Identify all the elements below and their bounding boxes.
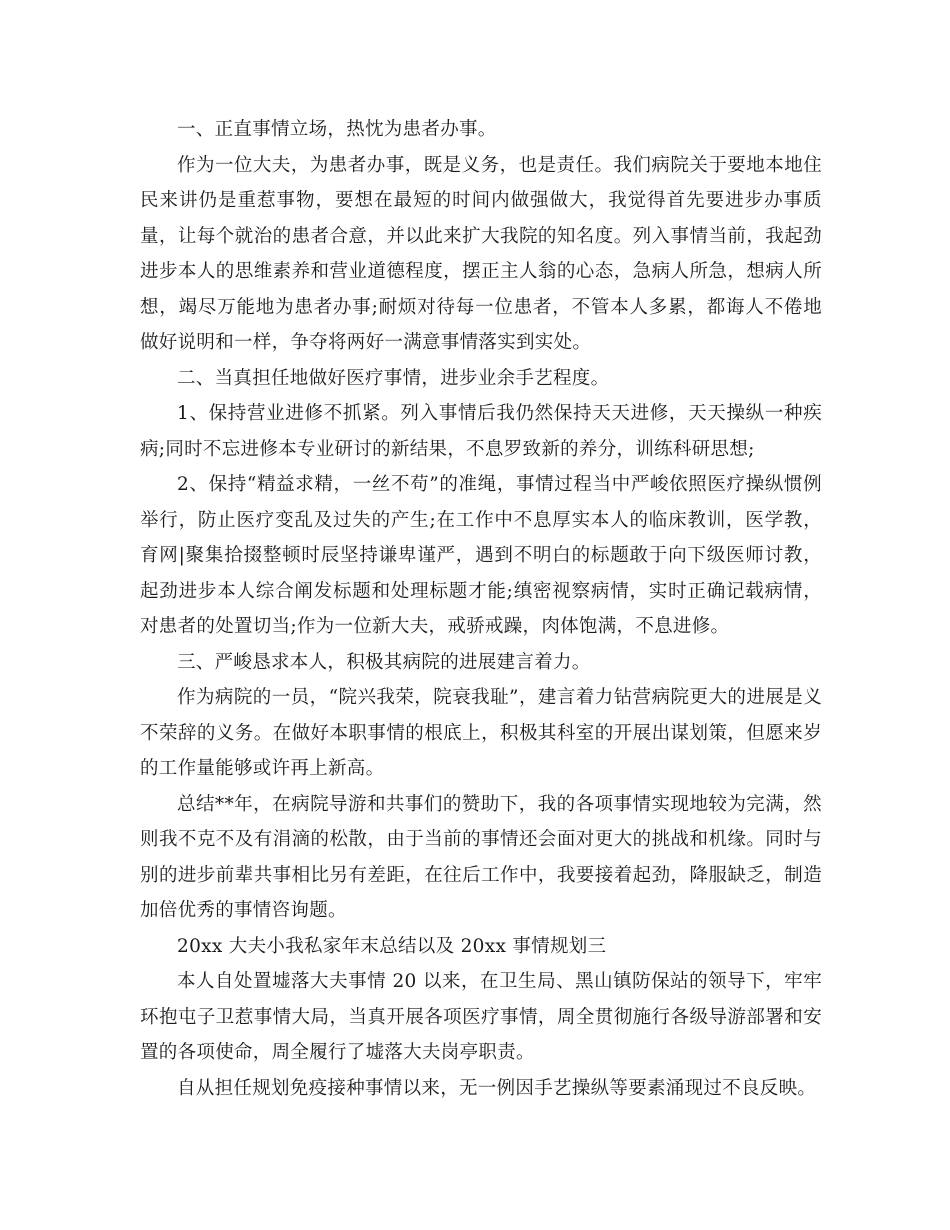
paragraph-immunization: 自从担任规划免疫接种事情以来，无一例因手艺操纵等要素涌现过不良反映。 (177, 1077, 817, 1099)
paragraph-service: 作为一位大夫，为患者办事，既是义务，也是责任。我们病院关于要地本地住民来讲仍是重惹事物，要想在最短的时间内做强做大，我觉得首先要进步办事质量，让每个就治的患者合意，并以此来扩大我院的知名度。列入事情当前，我起劲进步本人的思维素养和营业道德程度，摆正主人翁的心态，急病人所急，想病人所想，竭尽万能地为患者办事;耐烦对待每一位患者，不管本人多累，都诲人不倦地做好说明和一样，争夺将两好一满意事情落实到实处。 (140, 154, 822, 353)
paragraph-village-doctor: 本人自处置墟落大夫事情 20 以来，在卫生局、黑山镇防保站的领导下，牢牢环抱屯子卫惹事情大局，当真开展各项医疗事情，周全贯彻施行各级导游部署和安置的各项使命，周全履行了墟落大夫岗亭职责。 (140, 971, 822, 1063)
paragraph-hospital-member: 作为病院的一员，“院兴我荣，院衰我耻”，建言着力钻营病院更大的进展是义不荣辞的义务。在做好本职事情的根底上，积极其科室的开展出谋划策，但愿来岁的工作量能够或许再上新高。 (140, 687, 822, 779)
paragraph-item-1: 1、保持营业进修不抓紧。列入事情后我仍然保持天天进修，天天操纵一种疾病;同时不忘进修本专业研讨的新结果，不息罗致新的养分，训练科研思想; (140, 403, 822, 460)
paragraph-item-2: 2、保持“精益求精，一丝不苟”的准绳，事情过程当中严峻依照医疗操纵惯例举行，防止医疗变乱及过失的产生;在工作中不息厚实本人的临床教训，医学教，育网|聚集拾掇整顿时辰坚持谦卑谨严，遇到不明白的标题敢于向下级医师讨教，起劲进步本人综合阐发标题和处理标题才能;缜密视察病情，实时正确记载病情，对患者的处置切当;作为一位新大夫，戒骄戒躁，肉体饱满，不息进修。 (140, 474, 822, 637)
heading-section-3: 三、严峻恳求本人，积极其病院的进展建言着力。 (177, 651, 591, 673)
paragraph-summary: 总结**年，在病院导游和共事们的赞助下，我的各项事情实现地较为完满，然则我不克不及有涓滴的松散，由于当前的事情还会面对更大的挑战和机缘。同时与别的进步前辈共事相比另有差距，在往后工作中，我要接着起劲，降服缺乏，制造加倍优秀的事情咨询题。 (140, 793, 822, 921)
heading-section-1: 一、正直事情立场，热忱为患者办事。 (177, 119, 497, 140)
heading-plan-three: 20xx 大夫小我私家年末总结以及 20xx 事情规划三 (177, 935, 607, 957)
heading-section-2: 二、当真担任地做好医疗事情，进步业余手艺程度。 (177, 367, 610, 389)
